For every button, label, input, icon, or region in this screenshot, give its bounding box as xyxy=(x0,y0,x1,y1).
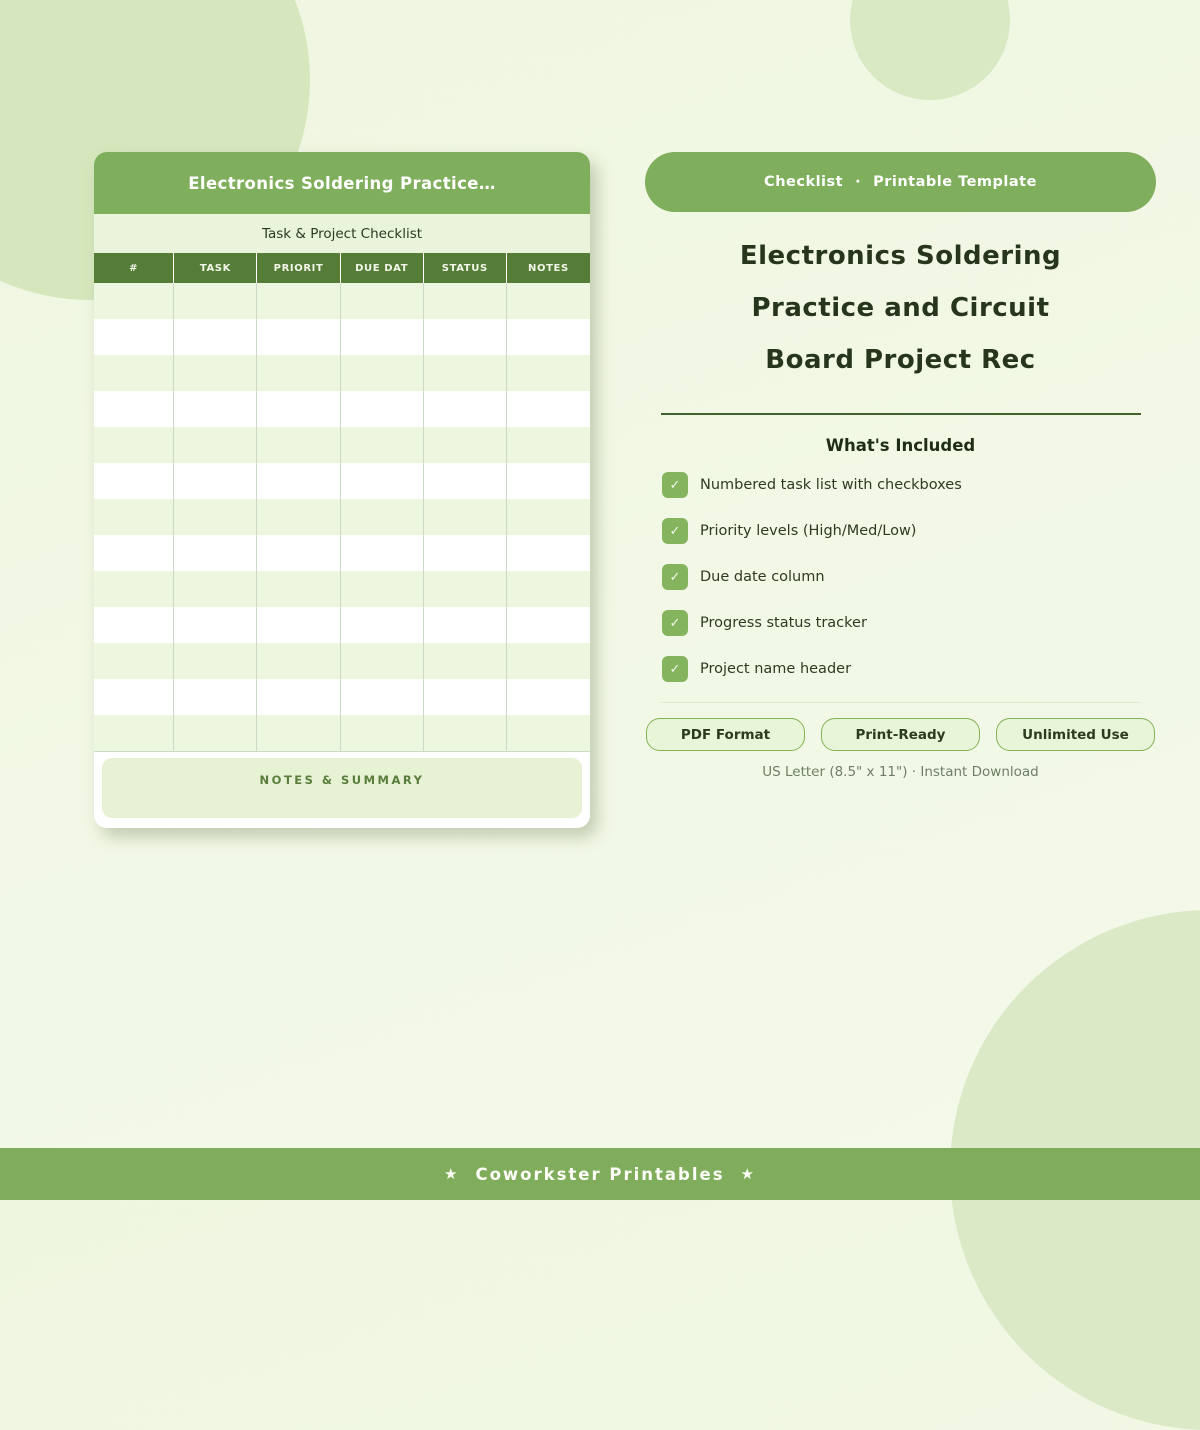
footer-brand-name: Coworkster Printables xyxy=(475,1164,725,1184)
included-item xyxy=(662,564,1156,590)
table-cell xyxy=(257,355,340,391)
table-cell xyxy=(257,571,340,607)
included-item-label: Numbered task list with checkboxes xyxy=(700,477,962,493)
table-cell xyxy=(424,679,507,715)
included-item-label: Project name header xyxy=(700,661,852,677)
table-cell xyxy=(257,715,340,751)
product-title-line-2: Practice and Circuit xyxy=(751,293,1050,323)
included-item-label: Due date column xyxy=(700,569,825,585)
table-cell xyxy=(257,283,340,319)
table-row xyxy=(94,607,590,643)
table-cell xyxy=(424,535,507,571)
table-cell xyxy=(257,679,340,715)
included-item xyxy=(662,656,1156,682)
buttons-divider xyxy=(661,702,1141,703)
table-cell xyxy=(424,427,507,463)
table-cell xyxy=(257,391,340,427)
table-cell xyxy=(424,607,507,643)
table-cell xyxy=(424,571,507,607)
table-cell xyxy=(424,355,507,391)
preview-card-header xyxy=(94,152,590,214)
decorative-circle-top-right xyxy=(850,0,1010,100)
table-cell xyxy=(257,427,340,463)
table-cell xyxy=(424,283,507,319)
preview-card-title: Electronics Soldering Practice… xyxy=(188,173,496,193)
footer-brand-bar xyxy=(0,1148,1200,1200)
table-cell xyxy=(507,427,590,463)
checkmark-icon: ✓ xyxy=(662,518,688,544)
table-cell xyxy=(341,715,424,751)
included-list xyxy=(645,472,1156,682)
table-cell xyxy=(341,535,424,571)
table-row xyxy=(94,643,590,679)
column-header-status: STATUS xyxy=(424,253,507,283)
product-details-panel xyxy=(645,152,1156,780)
table-cell xyxy=(507,391,590,427)
table-cell xyxy=(174,499,257,535)
table-cell xyxy=(174,391,257,427)
table-cell xyxy=(424,391,507,427)
badge-type: Printable Template xyxy=(873,174,1037,190)
table-cell xyxy=(507,283,590,319)
table-cell xyxy=(174,607,257,643)
table-cell xyxy=(94,715,174,751)
table-row xyxy=(94,319,590,355)
table-cell xyxy=(94,679,174,715)
table-row xyxy=(94,283,590,319)
preview-card-subtitle-band xyxy=(94,214,590,253)
table-row xyxy=(94,463,590,499)
table-cell xyxy=(341,679,424,715)
table-cell xyxy=(94,391,174,427)
table-cell xyxy=(507,355,590,391)
table-cell xyxy=(341,319,424,355)
table-cell xyxy=(424,499,507,535)
table-cell xyxy=(94,535,174,571)
table-cell xyxy=(507,571,590,607)
included-item-label: Progress status tracker xyxy=(700,615,867,631)
checkmark-icon: ✓ xyxy=(662,472,688,498)
table-cell xyxy=(174,319,257,355)
section-divider xyxy=(661,413,1141,415)
table-cell xyxy=(94,499,174,535)
table-cell xyxy=(174,571,257,607)
table-cell xyxy=(174,679,257,715)
badge-category: Checklist xyxy=(764,174,844,190)
table-cell xyxy=(424,643,507,679)
table-cell xyxy=(257,499,340,535)
table-cell xyxy=(507,643,590,679)
table-cell xyxy=(94,607,174,643)
checklist-table xyxy=(94,253,590,752)
notes-summary-label: NOTES & SUMMARY xyxy=(259,773,425,787)
star-icon: ★ xyxy=(444,1165,460,1183)
table-cell xyxy=(257,463,340,499)
table-cell xyxy=(174,715,257,751)
column-header-number: # xyxy=(94,253,174,283)
table-cell xyxy=(424,319,507,355)
unlimited-use-button[interactable]: Unlimited Use xyxy=(996,718,1155,751)
table-row xyxy=(94,535,590,571)
table-cell xyxy=(94,463,174,499)
preview-card-subtitle: Task & Project Checklist xyxy=(261,225,423,242)
checkmark-icon: ✓ xyxy=(662,564,688,590)
column-header-duedat: DUE DAT xyxy=(341,253,424,283)
table-row xyxy=(94,679,590,715)
table-cell xyxy=(174,643,257,679)
checklist-preview-card xyxy=(94,152,590,828)
table-cell xyxy=(94,643,174,679)
table-cell xyxy=(174,283,257,319)
table-cell xyxy=(507,715,590,751)
category-badge xyxy=(645,152,1156,212)
feature-buttons xyxy=(645,718,1156,751)
column-header-notes: NOTES xyxy=(528,262,569,274)
table-row xyxy=(94,355,590,391)
table-cell xyxy=(94,355,174,391)
table-row xyxy=(94,391,590,427)
table-cell xyxy=(507,319,590,355)
table-cell xyxy=(507,463,590,499)
whats-included-heading: What's Included xyxy=(825,436,976,455)
table-cell xyxy=(341,643,424,679)
table-header-row xyxy=(94,253,590,283)
table-cell xyxy=(257,319,340,355)
checkmark-icon: ✓ xyxy=(662,656,688,682)
notes-summary-box xyxy=(102,758,582,818)
table-cell xyxy=(341,283,424,319)
table-cell xyxy=(341,427,424,463)
included-item xyxy=(662,610,1156,636)
table-cell xyxy=(94,427,174,463)
column-header-priorit: PRIORIT xyxy=(257,253,340,283)
table-cell xyxy=(341,499,424,535)
table-row xyxy=(94,499,590,535)
table-cell xyxy=(507,679,590,715)
included-item xyxy=(662,518,1156,544)
product-title-line-1: Electronics Soldering xyxy=(739,241,1062,271)
table-cell xyxy=(341,571,424,607)
product-title-line-3: Board Project Rec xyxy=(765,345,1036,375)
table-cell xyxy=(174,355,257,391)
table-cell xyxy=(174,427,257,463)
table-cell xyxy=(257,535,340,571)
table-cell xyxy=(257,643,340,679)
table-body xyxy=(94,283,590,752)
table-cell xyxy=(341,391,424,427)
product-title xyxy=(645,230,1156,386)
table-cell xyxy=(94,283,174,319)
included-item xyxy=(662,472,1156,498)
print-ready-button[interactable]: Print-Ready xyxy=(821,718,980,751)
checkmark-icon: ✓ xyxy=(662,610,688,636)
table-cell xyxy=(507,535,590,571)
table-cell xyxy=(424,463,507,499)
table-cell xyxy=(174,463,257,499)
table-cell xyxy=(94,571,174,607)
included-item-label: Priority levels (High/Med/Low) xyxy=(700,523,917,539)
badge-separator: · xyxy=(855,174,862,190)
pdf-format-button[interactable]: PDF Format xyxy=(646,718,805,751)
table-cell xyxy=(507,607,590,643)
table-row xyxy=(94,571,590,607)
table-cell xyxy=(257,607,340,643)
notes-section xyxy=(94,752,590,828)
table-cell xyxy=(424,715,507,751)
table-cell xyxy=(507,499,590,535)
column-header-task: TASK xyxy=(174,253,257,283)
table-cell xyxy=(341,355,424,391)
star-icon: ★ xyxy=(740,1165,756,1183)
format-meta: US Letter (8.5" x 11") · Instant Download xyxy=(762,764,1039,780)
table-row xyxy=(94,715,590,751)
table-row xyxy=(94,427,590,463)
table-cell xyxy=(341,607,424,643)
table-cell xyxy=(174,535,257,571)
table-cell xyxy=(341,463,424,499)
table-cell xyxy=(94,319,174,355)
